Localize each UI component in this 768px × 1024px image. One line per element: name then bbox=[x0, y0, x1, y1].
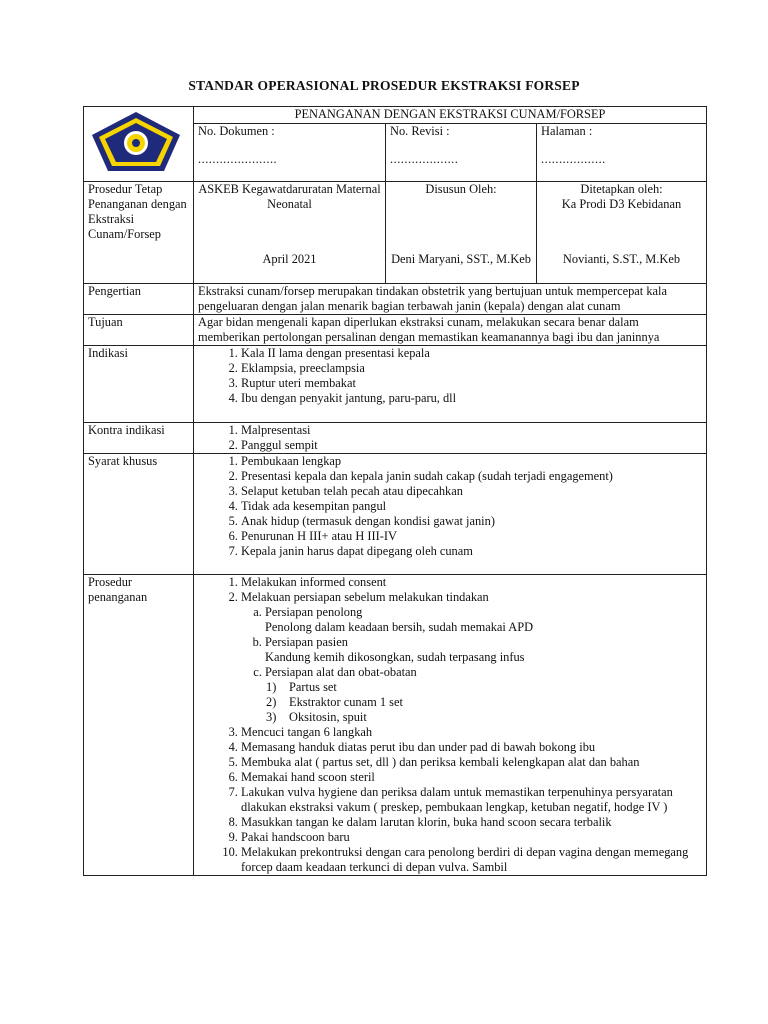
list-item: 1. Melakukan informed consent bbox=[241, 575, 702, 590]
no-revisi-label: No. Revisi : bbox=[390, 124, 450, 138]
list-item: 2. Panggul sempit bbox=[241, 438, 702, 453]
list-item: 2. Eklampsia, preeclampsia bbox=[241, 361, 702, 376]
prosedur-sublist bbox=[241, 605, 702, 725]
sub-item-title: b. Persiapan pasien bbox=[265, 635, 348, 649]
list-item: 3. Mencuci tangan 6 langkah bbox=[241, 725, 702, 740]
syarat-list bbox=[198, 454, 702, 559]
sub-item bbox=[265, 635, 702, 665]
no-revisi-value: ................... bbox=[390, 152, 459, 166]
list-item bbox=[241, 590, 702, 725]
list-item: 7. Lakukan vulva hygiene dan periksa dalam untuk memastikan terpenuhinya persyaratan dlakukan ekstraksi vakum ( preskep, pembukaan lengkap, ketuban negatif, hodge IV ) bbox=[241, 785, 702, 815]
ditetapkan-role: Ka Prodi D3 Kebidanan bbox=[561, 197, 682, 211]
tujuan-label: Tujuan bbox=[84, 315, 194, 346]
alat-num: 2) bbox=[266, 695, 277, 709]
alat-num: 1) bbox=[266, 680, 277, 694]
ditetapkan-cell bbox=[537, 182, 707, 284]
indikasi-list bbox=[198, 346, 702, 406]
ditetapkan-name: Novianti, S.ST., M.Keb bbox=[562, 252, 681, 266]
prosedur-cell bbox=[194, 575, 707, 876]
alat-list bbox=[265, 680, 702, 725]
syarat-cell bbox=[194, 454, 707, 575]
list-item: 6. Penurunan H III+ atau H III-IV bbox=[241, 529, 702, 544]
ditetapkan-label: Ditetapkan oleh: bbox=[580, 182, 663, 196]
pentagon-emblem-icon bbox=[86, 109, 186, 175]
unit-cell bbox=[194, 182, 386, 284]
list-item: 4. Tidak ada kesempitan pangul bbox=[241, 499, 702, 514]
list-item: 1. Malpresentasi bbox=[241, 423, 702, 438]
disusun-name: Deni Maryani, SST., M.Keb bbox=[391, 252, 531, 266]
no-revisi-cell bbox=[386, 124, 537, 182]
unit-name: ASKEB Kegawatdaruratan Maternal Neonatal bbox=[198, 182, 381, 211]
halaman-label: Halaman : bbox=[541, 124, 593, 138]
kontra-label: Kontra indikasi bbox=[84, 423, 194, 454]
syarat-label: Syarat khusus bbox=[84, 454, 194, 575]
logo-cell bbox=[84, 107, 194, 182]
list-item: 4. Ibu dengan penyakit jantung, paru-paru, dll bbox=[241, 391, 702, 406]
sub-item bbox=[265, 665, 702, 725]
list-item: 2. Presentasi kepala dan kepala janin sudah cakap (sudah terjadi engagement) bbox=[241, 469, 702, 484]
pengertian-label: Pengertian bbox=[84, 284, 194, 315]
list-item: 10. Melakukan prekontruksi dengan cara penolong berdiri di depan vagina dengan memegang forcep daam keadaan terkunci di depan vulva. Sambil bbox=[241, 845, 702, 875]
page-title: STANDAR OPERASIONAL PROSEDUR EKSTRAKSI FORSEP bbox=[188, 78, 580, 93]
kontra-cell bbox=[194, 423, 707, 454]
list-item: 7. Kepala janin harus dapat dipegang oleh cunam bbox=[241, 544, 702, 559]
indikasi-label: Indikasi bbox=[84, 346, 194, 423]
list-item: 5. Membuka alat ( partus set, dll ) dan periksa kembali kelengkapan alat dan bahan bbox=[241, 755, 702, 770]
list-item: 1. Kala II lama dengan presentasi kepala bbox=[241, 346, 702, 361]
sub-item-title: a. Persiapan penolong bbox=[265, 605, 363, 619]
prosedur-list bbox=[198, 575, 702, 875]
tujuan-text: Agar bidan mengenali kapan diperlukan ekstraksi cunam, melakukan secara benar dalam memberikan pertolongan persalinan dengan memastikan keamanannya bagi ibu dan janinnya bbox=[194, 315, 707, 346]
list-item: 9. Pakai handscoon baru bbox=[241, 830, 702, 845]
list-item-text: Melakuan persiapan sebelum melakukan tindakan bbox=[241, 590, 489, 604]
subtitle: PENANGANAN DENGAN EKSTRAKSI CUNAM/FORSEP bbox=[194, 107, 707, 124]
sop-table bbox=[83, 106, 707, 876]
alat-text: Oksitosin, spuit bbox=[289, 710, 367, 724]
sub-item-desc: Penolong dalam keadaan bersih, sudah memakai APD bbox=[265, 620, 534, 634]
alat-text: Partus set bbox=[289, 680, 337, 694]
prosedur-label: Prosedur penanganan bbox=[84, 575, 194, 876]
list-item: 3. Ruptur uteri membakat bbox=[241, 376, 702, 391]
alat-item bbox=[266, 695, 702, 710]
alat-item bbox=[266, 680, 702, 695]
alat-num: 3) bbox=[266, 710, 277, 724]
alat-text: Ekstraktor cunam 1 set bbox=[289, 695, 403, 709]
disusun-label: Disusun Oleh: bbox=[425, 182, 497, 196]
list-item: 8. Masukkan tangan ke dalam larutan klorin, buka hand scoon secara terbalik bbox=[241, 815, 702, 830]
sub-item-desc: Kandung kemih dikosongkan, sudah terpasang infus bbox=[265, 650, 525, 664]
list-item: 6. Memakai hand scoon steril bbox=[241, 770, 702, 785]
kontra-list bbox=[198, 423, 702, 453]
pengertian-text: Ekstraksi cunam/forsep merupakan tindakan obstetrik yang bertujuan untuk mempercepat kala pengeluaran dengan jalan menarik bagian terbawah janin (kepala) dengan alat cunam bbox=[194, 284, 707, 315]
indikasi-cell bbox=[194, 346, 707, 423]
list-item: 3. Selaput ketuban telah pecah atau dipecahkan bbox=[241, 484, 702, 499]
list-item: 4. Memasang handuk diatas perut ibu dan under pad di bawah bokong ibu bbox=[241, 740, 702, 755]
sub-item bbox=[265, 605, 702, 635]
disusun-cell bbox=[386, 182, 537, 284]
halaman-value: .................. bbox=[541, 152, 606, 166]
alat-item bbox=[266, 710, 702, 725]
issue-date: April 2021 bbox=[262, 252, 317, 266]
protap-label: Prosedur Tetap Penanganan dengan Ekstraksi Cunam/Forsep bbox=[84, 182, 194, 284]
no-dokumen-cell bbox=[194, 124, 386, 182]
no-dokumen-label: No. Dokumen : bbox=[198, 124, 275, 138]
no-dokumen-value: ...................... bbox=[198, 152, 278, 166]
halaman-cell bbox=[537, 124, 707, 182]
list-item: 5. Anak hidup (termasuk dengan kondisi gawat janin) bbox=[241, 514, 702, 529]
sub-item-title: c. Persiapan alat dan obat-obatan bbox=[265, 665, 417, 679]
list-item: 1. Pembukaan lengkap bbox=[241, 454, 702, 469]
